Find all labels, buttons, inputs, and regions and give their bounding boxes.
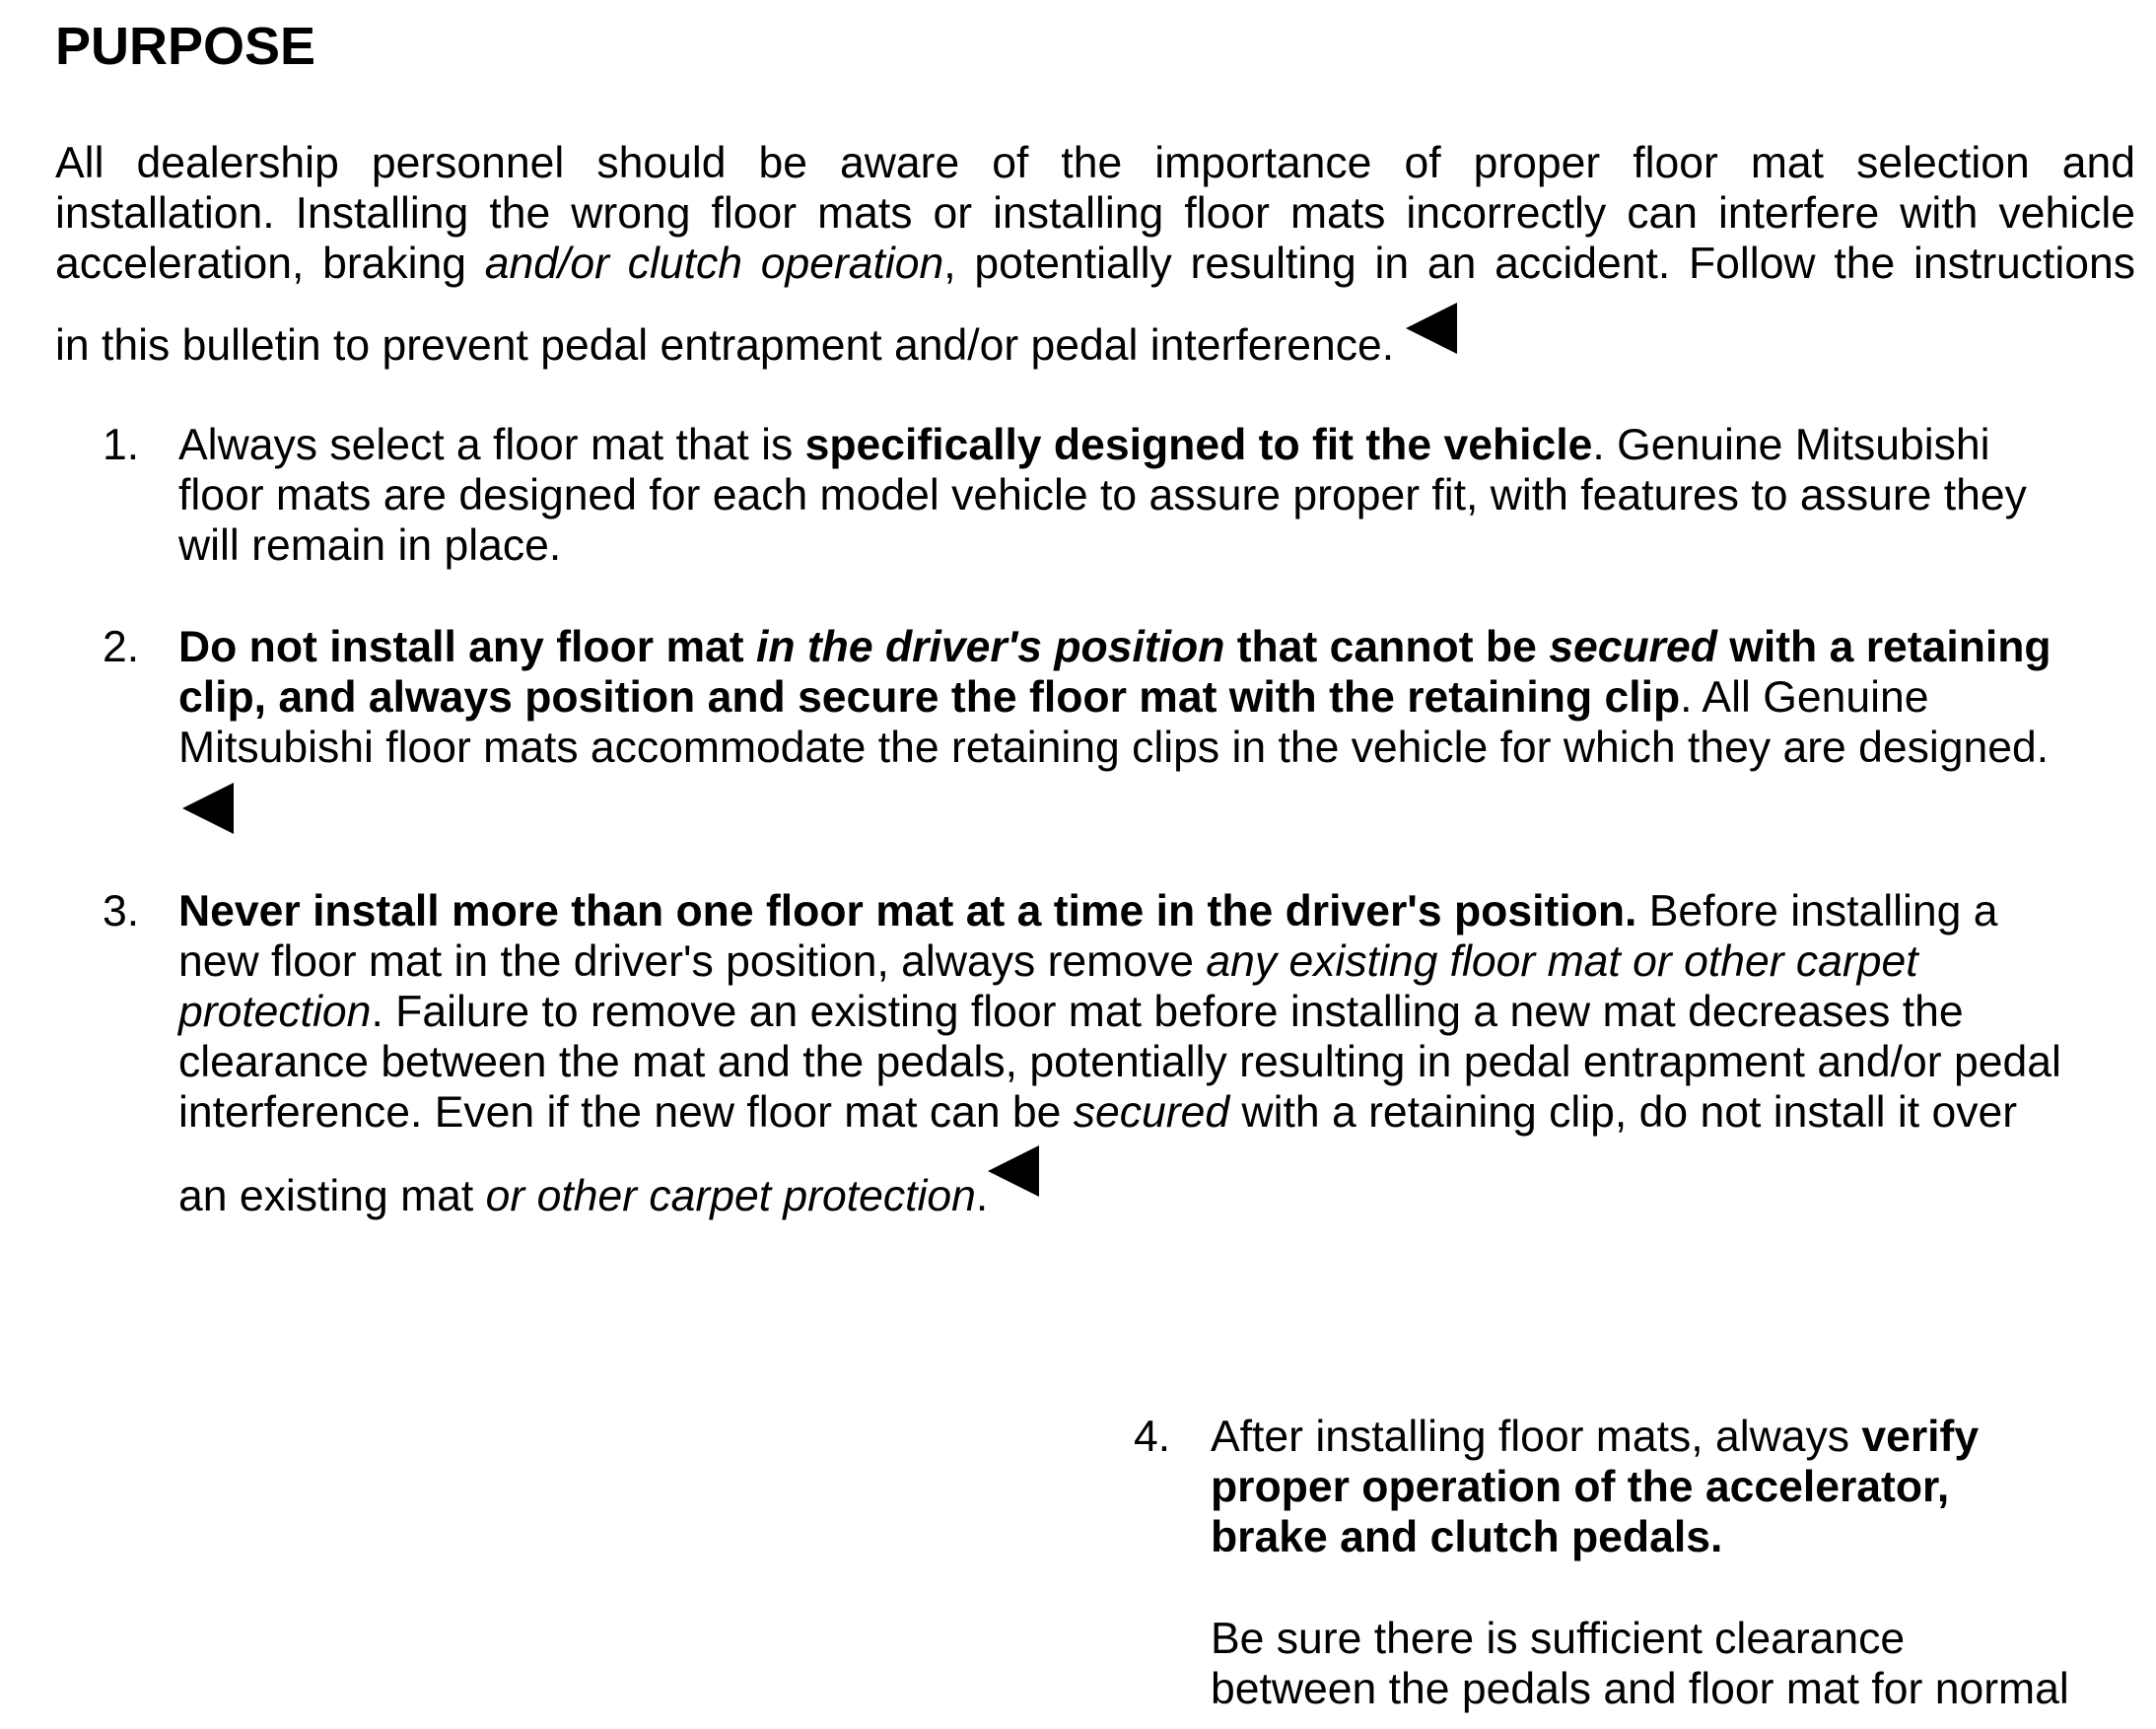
intro-paragraph: [55, 138, 2135, 371]
intro-line: acceleration, braking and/or clutch operation, potentially resulting in an accident. Follow the instructions: [55, 240, 2136, 288]
list-item-number: 1.: [103, 421, 140, 469]
list-item-number: 2.: [103, 623, 140, 671]
list-item-body: Do not install any floor mat in the driver's position that cannot be secured with a retaining clip, and always position and secure the floor mat with the retaining clip. All Genuine Mitsubishi floor mats accommodate the retaining clips in the vehicle for which they are designed.: [178, 622, 2052, 845]
revision-marker-icon: [988, 1145, 1039, 1197]
list-item-body: Always select a floor mat that is specifically designed to fit the vehicle. Genuine Mitsubishi floor mats are designed for each model vehicle to assure proper fit, with features to assure they will remain in place.: [178, 421, 2027, 570]
section-heading: PURPOSE: [55, 17, 316, 76]
list-item-number: 4.: [1134, 1413, 1171, 1461]
intro-line: in this bulletin to prevent pedal entrapment and/or pedal interference.: [55, 309, 2135, 371]
intro-line: All dealership personnel should be aware of the importance of proper floor mat selection and: [55, 139, 2135, 187]
intro-line: installation. Installing the wrong floor mats or installing floor mats incorrectly can interfere with vehicle: [55, 189, 2135, 238]
list-item-body: After installing floor mats, always verify proper operation of the accelerator, brake and clutch pedals. Be sure there is sufficient clearance between the pedals and floor mat for normal: [1211, 1413, 2069, 1713]
revision-marker-icon: [182, 783, 234, 834]
list-item-number: 3.: [103, 887, 140, 935]
list-item-body: Never install more than one floor mat at a time in the driver's position. Before installing a new floor mat in the driver's position, always remove any existing floor mat or other carpet protection. Failure to remove an existing floor mat before installing a new mat decreases the clearance between the mat and the pedals, potentially resulting in pedal entrapment and/or pedal interference. Even if the new floor mat can be secured with a retaining clip, do not install it over an existing mat or other carpet protection.: [178, 887, 2061, 1220]
revision-marker-icon: [1406, 303, 1457, 354]
